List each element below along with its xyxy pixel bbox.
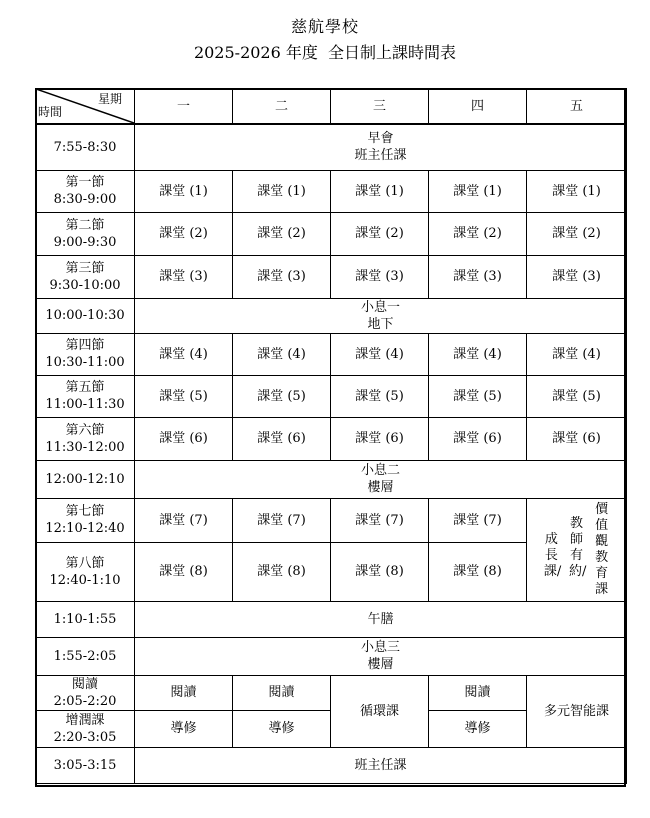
period-label-cell: [36, 255, 135, 298]
vertical-text-growth: 成長課/: [543, 531, 562, 579]
period-label-cell: [36, 212, 135, 255]
period-name: 第一節: [65, 175, 105, 190]
period-label-cell: [36, 498, 135, 542]
page-title: 2025-2026 年度 全日制上課時間表: [193, 43, 457, 62]
period-time: 10:30-11:00: [45, 355, 125, 370]
lesson-cell: 課堂 (6): [135, 417, 233, 460]
period-row-1: [36, 170, 627, 212]
friday-special-cell: [527, 498, 627, 601]
lesson-cell: 課堂 (3): [135, 255, 233, 298]
period-name: 第五節: [65, 380, 105, 395]
period-row-2: [36, 212, 627, 255]
period-time: 2:05-2:20: [53, 693, 117, 709]
day-header-mon: 一: [135, 89, 233, 125]
recess-row-1: [36, 298, 627, 333]
period-label-cell: [36, 710, 135, 747]
lesson-cell: 課堂 (7): [135, 498, 233, 542]
period-label-cell: [36, 675, 135, 710]
lesson-cell: 課堂 (8): [429, 542, 527, 601]
final-row: [36, 747, 627, 783]
time-cell: 1:55-2:05: [36, 637, 135, 675]
lesson-cell: 課堂 (2): [135, 212, 233, 255]
recess-cell: [135, 298, 627, 333]
period-time: 12:40-1:10: [49, 572, 121, 588]
lesson-cell: 課堂 (6): [331, 417, 429, 460]
lunch-cell: 午膳: [135, 601, 627, 637]
lesson-cell: 課堂 (8): [233, 542, 331, 601]
lesson-cell: 課堂 (5): [233, 375, 331, 417]
lesson-cell: 課堂 (6): [429, 417, 527, 460]
period-time: 2:20-3:05: [53, 729, 117, 745]
time-cell: 1:10-1:55: [36, 601, 135, 637]
period-row-5: [36, 375, 627, 417]
class-teacher-cell: 班主任課: [135, 747, 627, 783]
lesson-cell: 課堂 (2): [233, 212, 331, 255]
lesson-cell: 課堂 (7): [331, 498, 429, 542]
reading-cell: 閱讀: [233, 675, 331, 710]
vertical-text-teacher: 教師有約/: [569, 515, 587, 579]
lesson-cell: 課堂 (3): [331, 255, 429, 298]
recess-cell: [135, 460, 627, 498]
lesson-cell: 課堂 (5): [527, 375, 627, 417]
lesson-cell: 課堂 (7): [233, 498, 331, 542]
lesson-cell: 課堂 (2): [429, 212, 527, 255]
lesson-cell: 課堂 (5): [429, 375, 527, 417]
period-label-cell: [36, 542, 135, 601]
period-row-4: [36, 333, 627, 375]
period-name: 第六節: [65, 422, 105, 438]
period-time: 11:00-11:30: [45, 397, 125, 412]
lesson-cell: 課堂 (1): [331, 170, 429, 212]
lesson-cell: 課堂 (3): [429, 255, 527, 298]
time-cell: 3:05-3:15: [36, 747, 135, 783]
period-row-6: [36, 417, 627, 460]
lesson-cell: 課堂 (1): [429, 170, 527, 212]
lesson-cell: 課堂 (7): [429, 498, 527, 542]
period-name: 第八節: [65, 555, 105, 571]
corner-time-label: 時間: [38, 105, 63, 119]
school-name: 慈航學校: [290, 17, 359, 36]
lesson-cell: 課堂 (3): [527, 255, 627, 298]
lesson-cell: 課堂 (1): [527, 170, 627, 212]
vertical-text-values: 價值觀教育課: [595, 501, 609, 597]
span-line1: 小息一: [360, 299, 400, 315]
period-row-3: [36, 255, 627, 298]
morning-assembly-cell: [135, 124, 627, 170]
day-header-fri: 五: [527, 89, 627, 125]
span-line1: 小息三: [360, 640, 400, 655]
span-line2: 地下: [367, 316, 394, 332]
lesson-cell: 課堂 (8): [135, 542, 233, 601]
span-line2: 班主任課: [354, 148, 407, 164]
lesson-cell: 課堂 (1): [233, 170, 331, 212]
recess-row-2: [36, 460, 627, 498]
period-name: 第四節: [65, 338, 105, 353]
period-label-cell: [36, 417, 135, 460]
lesson-cell: 課堂 (4): [331, 333, 429, 375]
lesson-cell: 課堂 (8): [331, 542, 429, 601]
period-name: 第七節: [65, 504, 105, 519]
recess-row-3: [36, 637, 627, 675]
lesson-cell: 課堂 (5): [135, 375, 233, 417]
lesson-cell: 課堂 (4): [135, 333, 233, 375]
reading-cell: 閱讀: [135, 675, 233, 710]
span-line2: 樓層: [367, 480, 394, 495]
period-label-cell: [36, 375, 135, 417]
morning-row: [36, 124, 627, 170]
lesson-cell: 課堂 (6): [233, 417, 331, 460]
period-name: 閱讀: [71, 676, 98, 692]
tutorial-cell: 導修: [233, 710, 331, 747]
lesson-cell: 課堂 (4): [527, 333, 627, 375]
day-header-tue: 二: [233, 89, 331, 125]
multi-intelligence-cell: 多元智能課: [527, 675, 627, 747]
lunch-row: [36, 601, 627, 637]
lesson-cell: 課堂 (3): [233, 255, 331, 298]
period-row-7: [36, 498, 627, 542]
lesson-cell: 課堂 (4): [233, 333, 331, 375]
day-header-wed: 三: [331, 89, 429, 125]
period-time: 11:30-12:00: [45, 439, 125, 455]
corner-day-label: 星期: [97, 92, 122, 106]
tutorial-cell: 導修: [135, 710, 233, 747]
span-line1: 早會: [367, 131, 394, 147]
lesson-cell: 課堂 (2): [331, 212, 429, 255]
lesson-cell: 課堂 (5): [331, 375, 429, 417]
period-time: 9:00-9:30: [53, 234, 117, 250]
lesson-cell: 課堂 (1): [135, 170, 233, 212]
rotation-cell: 循環課: [331, 675, 429, 747]
period-time: 9:30-10:00: [49, 277, 121, 293]
time-cell: 12:00-12:10: [36, 460, 135, 498]
period-label-cell: [36, 333, 135, 375]
time-cell: 10:00-10:30: [36, 298, 135, 333]
period-name: 增潤課: [65, 712, 105, 728]
span-line1: 小息二: [360, 463, 400, 478]
period-name: 第三節: [65, 260, 105, 276]
timetable: [35, 88, 627, 784]
lesson-cell: 課堂 (6): [527, 417, 627, 460]
corner-cell: [36, 89, 135, 125]
header-row: [36, 89, 627, 125]
period-name: 第二節: [65, 217, 105, 233]
reading-row: [36, 675, 627, 710]
period-label-cell: [36, 170, 135, 212]
tutorial-cell: 導修: [429, 710, 527, 747]
period-time: 8:30-9:00: [53, 192, 117, 207]
reading-cell: 閱讀: [429, 675, 527, 710]
lesson-cell: 課堂 (4): [429, 333, 527, 375]
lesson-cell: 課堂 (2): [527, 212, 627, 255]
period-time: 12:10-12:40: [45, 521, 125, 536]
span-line2: 樓層: [367, 657, 394, 672]
time-cell: 7:55-8:30: [36, 124, 135, 170]
recess-cell: [135, 637, 627, 675]
day-header-thu: 四: [429, 89, 527, 125]
